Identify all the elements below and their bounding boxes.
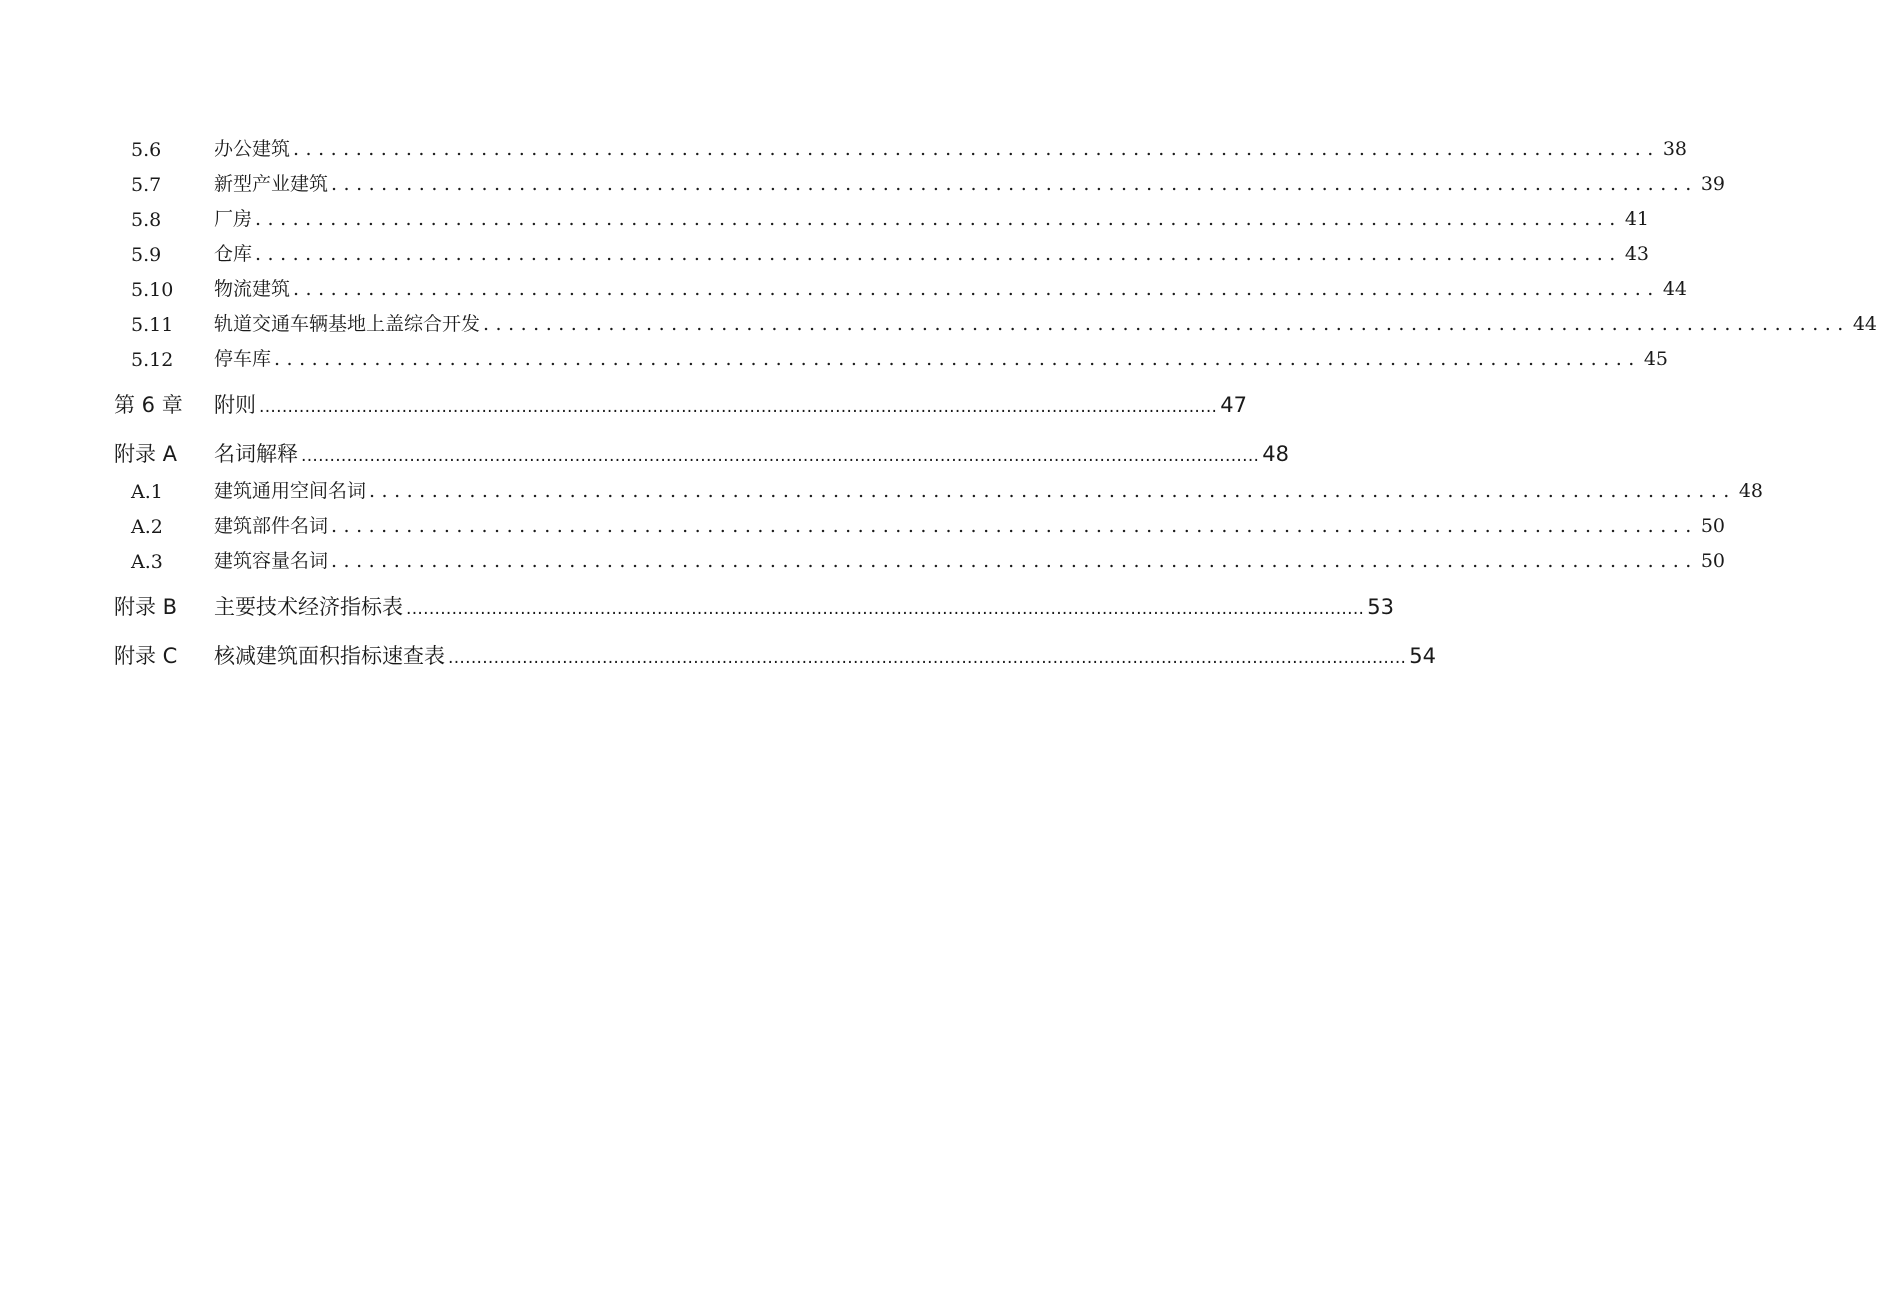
toc-entry[interactable]: [0, 238, 1650, 268]
dot-leader: ........................................................................................................................................................................: [301, 446, 1260, 466]
toc-entry[interactable]: [0, 391, 1247, 421]
toc-entry[interactable]: [0, 273, 1688, 303]
dot-leader: .............................................................................................................: [331, 173, 1698, 195]
toc-entry-number: A.1: [131, 481, 163, 503]
toc-entry-title: 建筑部件名词: [214, 515, 329, 537]
toc-entry-title: 核减建筑面积指标速查表: [214, 644, 445, 668]
toc-entry-number: 5.7: [131, 174, 162, 196]
dot-leader: ........................................................................................................................................................................: [406, 599, 1365, 619]
toc-entry-page: 50: [1700, 550, 1726, 572]
toc-entry-page: 47: [1220, 393, 1247, 417]
toc-entry-title: 名词解释: [214, 442, 298, 466]
toc-entry-number: 附录 A: [114, 442, 178, 466]
toc-entry-title: 厂房: [214, 208, 253, 230]
toc-entry-page: 44: [1852, 313, 1877, 335]
dot-leader: ........................................................................................................................................................................: [448, 648, 1407, 668]
dot-leader: .............................................................................................................: [369, 480, 1736, 502]
toc-entry[interactable]: [0, 545, 1726, 575]
toc-entry-number: 5.6: [131, 139, 162, 161]
toc-entry-page: 48: [1738, 480, 1764, 502]
dot-leader: .............................................................................................................: [331, 515, 1698, 537]
toc-entry-page: 48: [1262, 442, 1289, 466]
toc-entry[interactable]: [0, 308, 1877, 338]
toc-entry[interactable]: [0, 168, 1726, 198]
toc-entry[interactable]: [0, 203, 1650, 233]
toc-entry-title: 物流建筑: [214, 278, 291, 300]
dot-leader: .............................................................................................................: [293, 278, 1660, 300]
dot-leader: .............................................................................................................: [331, 550, 1698, 572]
toc-entry-number: 5.10: [131, 279, 174, 301]
dot-leader: .............................................................................................................: [293, 138, 1660, 160]
toc-entry[interactable]: [0, 510, 1726, 540]
dot-leader: .............................................................................................................: [274, 348, 1641, 370]
toc-entry-title: 停车库: [214, 348, 272, 370]
toc-entry-title: 新型产业建筑: [214, 173, 329, 195]
dot-leader: .............................................................................................................: [255, 208, 1622, 230]
toc-entry-page: 44: [1662, 278, 1688, 300]
toc-entry-page: 45: [1643, 348, 1669, 370]
toc-entry-title: 仓库: [214, 243, 253, 265]
toc-entry[interactable]: [0, 475, 1764, 505]
toc-entry-number: 5.12: [131, 349, 174, 371]
toc-entry-title: 主要技术经济指标表: [214, 595, 403, 619]
toc-entry-number: 5.9: [131, 244, 162, 266]
toc-entry-page: 53: [1367, 595, 1394, 619]
toc-entry-number: A.2: [131, 516, 163, 538]
toc-entry[interactable]: [0, 593, 1394, 623]
toc-entry-title: 建筑通用空间名词: [214, 480, 367, 502]
toc-entry-number: 附录 C: [114, 644, 178, 668]
toc-entry-title: 附则: [214, 393, 256, 417]
toc-entry[interactable]: [0, 440, 1289, 470]
toc-entry-page: 39: [1700, 173, 1726, 195]
toc-entry-number: 附录 B: [114, 595, 178, 619]
toc-entry-page: 50: [1700, 515, 1726, 537]
toc-entry-number: 5.8: [131, 209, 162, 231]
dot-leader: .............................................................................................................: [483, 313, 1850, 335]
toc-entry-number: 5.11: [131, 314, 174, 336]
toc-entry-title: 办公建筑: [214, 138, 291, 160]
toc-entry-number: 第 6 章: [114, 393, 183, 417]
toc-entry[interactable]: [0, 133, 1688, 163]
toc-entry-number: A.3: [131, 551, 163, 573]
toc-entry[interactable]: [0, 642, 1436, 672]
toc-entry-title: 轨道交通车辆基地上盖综合开发: [214, 313, 481, 335]
toc-entry-page: 43: [1624, 243, 1650, 265]
toc-entry-page: 41: [1624, 208, 1650, 230]
dot-leader: ........................................................................................................................................................................: [259, 397, 1218, 417]
toc-entry-page: 38: [1662, 138, 1688, 160]
toc-entry-page: 54: [1409, 644, 1436, 668]
toc-entry-title: 建筑容量名词: [214, 550, 329, 572]
toc-entry[interactable]: [0, 343, 1669, 373]
dot-leader: .............................................................................................................: [255, 243, 1622, 265]
